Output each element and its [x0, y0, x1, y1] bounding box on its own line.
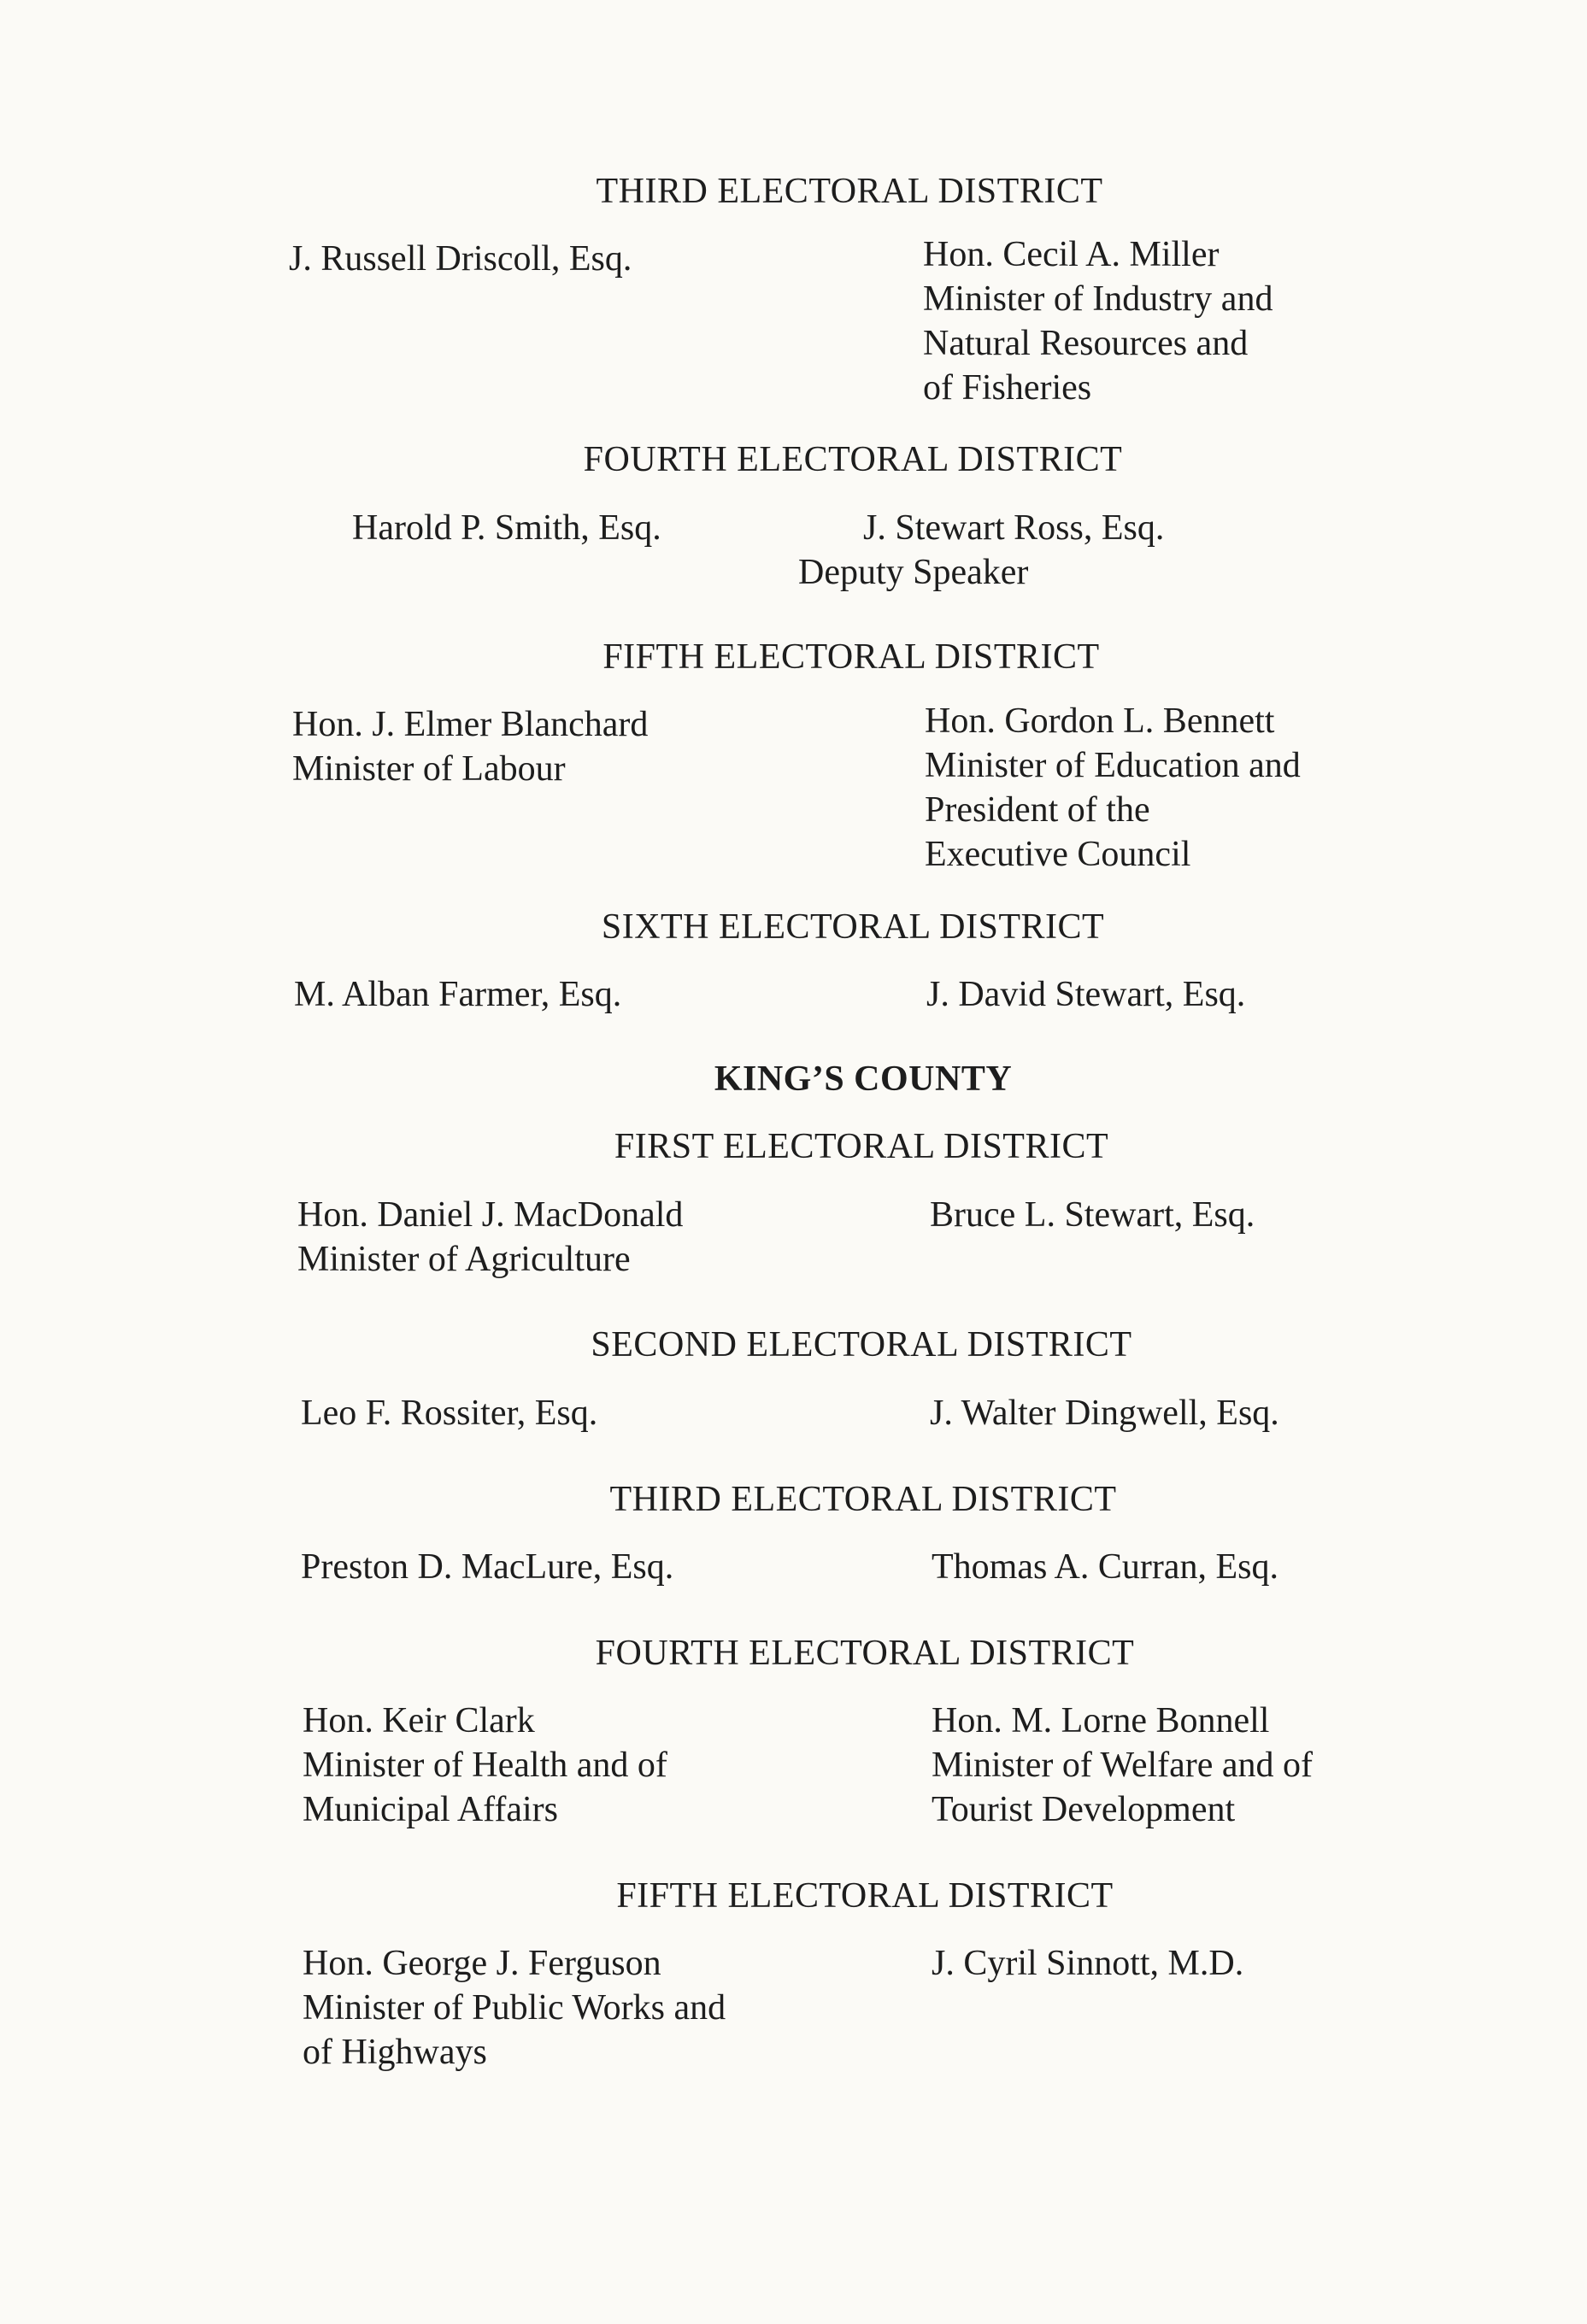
member-line: Minister of Labour — [292, 749, 566, 789]
member-line: J. Stewart Ross, Esq. — [863, 508, 1165, 548]
member-line: Thomas A. Curran, Esq. — [932, 1547, 1278, 1587]
member-line: Minister of Education and — [925, 746, 1301, 785]
member-right — [932, 1941, 1243, 1986]
member-right — [930, 1193, 1255, 1237]
member-line: Leo F. Rossiter, Esq. — [301, 1394, 598, 1433]
member-line: Hon. George J. Ferguson — [303, 1944, 661, 1983]
district-heading-text: THIRD ELECTORAL DISTRICT — [609, 1480, 1117, 1519]
district-heading-text: FOURTH ELECTORAL DISTRICT — [595, 1634, 1135, 1673]
member-right — [932, 1699, 1313, 1832]
member-line: of Highways — [303, 2033, 487, 2072]
member-line: Minister of Public Works and — [303, 1988, 726, 2028]
member-left — [297, 1193, 683, 1282]
district-heading-text: THIRD ELECTORAL DISTRICT — [596, 172, 1103, 211]
member-line: Hon. Keir Clark — [303, 1701, 535, 1740]
member-line: Minister of Agriculture — [297, 1240, 631, 1279]
member-line: Deputy Speaker — [798, 553, 1029, 592]
member-right — [932, 1545, 1278, 1589]
member-line: J. Walter Dingwell, Esq. — [930, 1394, 1279, 1433]
member-line: Minister of Health and of — [303, 1746, 667, 1785]
member-line: Minister of Welfare and of — [932, 1746, 1314, 1785]
member-left — [301, 1391, 597, 1435]
district-heading-text: FIFTH ELECTORAL DISTRICT — [602, 637, 1100, 677]
member-line: Harold P. Smith, Esq. — [352, 508, 661, 548]
district-heading-text: SIXTH ELECTORAL DISTRICT — [601, 907, 1105, 947]
district-heading-text: FOURTH ELECTORAL DISTRICT — [583, 440, 1123, 479]
member-line: President of the — [925, 790, 1150, 830]
district-heading-text: SECOND ELECTORAL DISTRICT — [591, 1325, 1132, 1364]
member-left — [292, 702, 648, 791]
member-line: Bruce L. Stewart, Esq. — [930, 1195, 1255, 1235]
member-right — [798, 506, 1164, 595]
member-line: Natural Resources and — [923, 324, 1249, 363]
member-line: J. David Stewart, Esq. — [926, 975, 1246, 1014]
member-line: J. Russell Driscoll, Esq. — [289, 239, 632, 279]
member-left — [289, 237, 632, 281]
member-right — [926, 972, 1245, 1017]
member-left — [301, 1545, 673, 1589]
member-line: Executive Council — [925, 835, 1191, 874]
member-line: M. Alban Farmer, Esq. — [294, 975, 622, 1014]
member-line: Hon. Gordon L. Bennett — [925, 701, 1275, 741]
member-line: Hon. J. Elmer Blanchard — [292, 705, 649, 744]
member-left — [303, 1941, 726, 2075]
member-left — [303, 1699, 667, 1832]
member-line: Preston D. MacLure, Esq. — [301, 1547, 674, 1587]
county-heading-text: KING’S COUNTY — [714, 1059, 1013, 1099]
member-line: Hon. M. Lorne Bonnell — [932, 1701, 1270, 1740]
district-heading-text: FIFTH ELECTORAL DISTRICT — [616, 1876, 1114, 1916]
member-line: of Fisheries — [923, 368, 1092, 408]
member-line: Municipal Affairs — [303, 1790, 559, 1829]
member-line: Hon. Daniel J. MacDonald — [297, 1195, 684, 1235]
member-line: Minister of Industry and — [923, 279, 1273, 319]
member-line: Tourist Development — [932, 1790, 1236, 1829]
member-left — [294, 972, 621, 1017]
member-line: J. Cyril Sinnott, M.D. — [932, 1944, 1244, 1983]
district-heading-text: FIRST ELECTORAL DISTRICT — [614, 1127, 1109, 1166]
member-line: Hon. Cecil A. Miller — [923, 235, 1220, 274]
member-right — [923, 232, 1273, 410]
member-right — [925, 699, 1301, 877]
member-left — [352, 506, 661, 550]
member-right — [930, 1391, 1279, 1435]
